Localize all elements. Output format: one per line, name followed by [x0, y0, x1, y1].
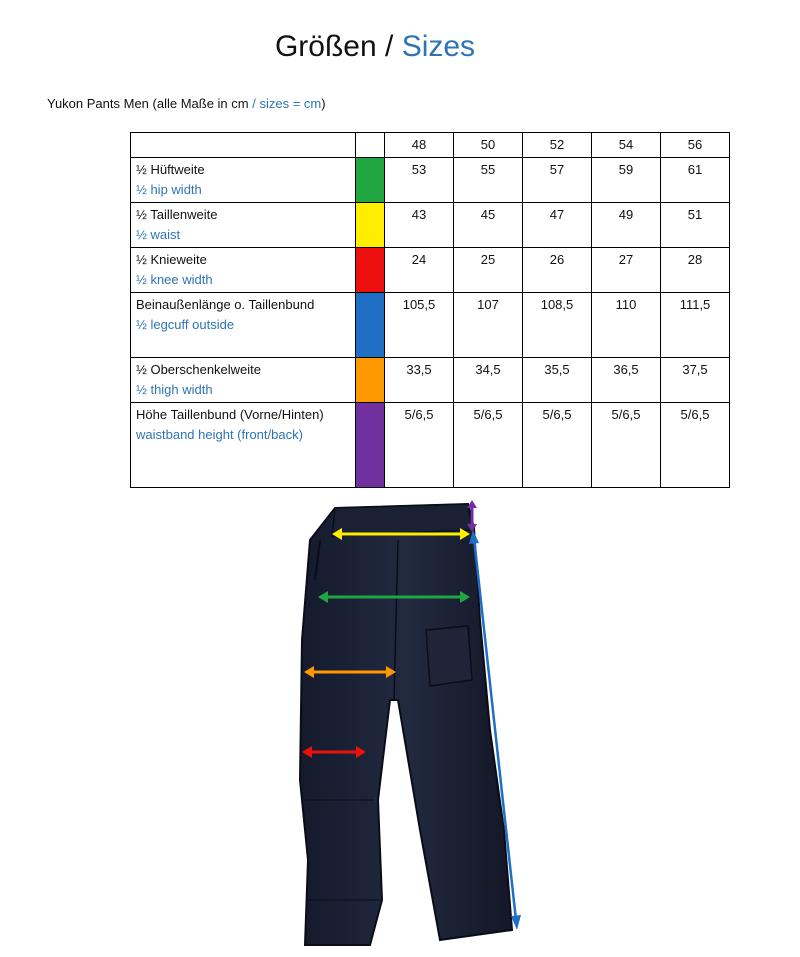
header-empty-cell — [131, 133, 356, 158]
measure-value: 5/6,5 — [385, 403, 454, 488]
measure-value: 37,5 — [661, 358, 730, 403]
measure-value: 107 — [454, 293, 523, 358]
size-header-row — [131, 133, 730, 158]
measure-label-de: Beinaußenlänge o. Taillenbund — [136, 297, 315, 312]
measure-label-en: ½ hip width — [136, 182, 202, 197]
measure-value: 5/6,5 — [454, 403, 523, 488]
measure-value: 43 — [385, 203, 454, 248]
table-row — [131, 293, 730, 358]
size-header: 48 — [385, 133, 454, 158]
measure-value: 45 — [454, 203, 523, 248]
waistband — [332, 504, 472, 536]
measure-value: 57 — [523, 158, 592, 203]
size-header: 50 — [454, 133, 523, 158]
table-row — [131, 403, 730, 488]
product-subtitle — [47, 96, 326, 111]
measure-value: 24 — [385, 248, 454, 293]
measure-label-en: ½ thigh width — [136, 382, 213, 397]
measure-value: 33,5 — [385, 358, 454, 403]
measure-value: 47 — [523, 203, 592, 248]
color-swatch — [356, 293, 385, 358]
measure-value: 111,5 — [661, 293, 730, 358]
table-row — [131, 203, 730, 248]
measure-label-de: ½ Hüftweite — [136, 162, 205, 177]
title-german: Größen — [274, 30, 377, 63]
size-header: 54 — [592, 133, 661, 158]
header-swatch-cell — [356, 133, 385, 158]
measure-label — [131, 203, 356, 248]
measure-value: 49 — [592, 203, 661, 248]
measure-label-en: ½ knee width — [136, 272, 213, 287]
subtitle-main: Yukon Pants Men (alle Maße in cm — [47, 96, 249, 111]
subtitle-close: ) — [321, 96, 326, 111]
measure-value: 51 — [661, 203, 730, 248]
measure-value: 110 — [592, 293, 661, 358]
measure-label-en: waistband height (front/back) — [136, 427, 303, 442]
measure-value: 25 — [454, 248, 523, 293]
pants-silhouette — [300, 504, 512, 945]
measure-label-en: ½ waist — [136, 227, 181, 242]
measure-value: 59 — [592, 158, 661, 203]
title-english: Sizes — [401, 30, 476, 63]
measure-value: 61 — [661, 158, 730, 203]
measure-value: 55 — [454, 158, 523, 203]
measure-value: 27 — [592, 248, 661, 293]
measure-label-de: Höhe Taillenbund (Vorne/Hinten) — [136, 407, 324, 422]
subtitle-english: sizes = cm — [259, 96, 322, 111]
measure-label — [131, 293, 356, 358]
measure-value: 28 — [661, 248, 730, 293]
measure-value: 36,5 — [592, 358, 661, 403]
page-title — [0, 30, 750, 64]
cargo-pocket — [426, 626, 472, 686]
measure-value: 105,5 — [385, 293, 454, 358]
subtitle-separator: / — [252, 96, 256, 111]
measure-label-de: ½ Knieweite — [136, 252, 207, 267]
color-swatch — [356, 203, 385, 248]
size-header: 52 — [523, 133, 592, 158]
measure-value: 108,5 — [523, 293, 592, 358]
measure-value: 34,5 — [454, 358, 523, 403]
measure-label — [131, 158, 356, 203]
table-row — [131, 358, 730, 403]
table-row — [131, 248, 730, 293]
measure-value: 35,5 — [523, 358, 592, 403]
measure-value: 5/6,5 — [592, 403, 661, 488]
measure-value: 5/6,5 — [523, 403, 592, 488]
pants-measurement-illustration — [290, 500, 530, 950]
table-row — [131, 158, 730, 203]
color-swatch — [356, 403, 385, 488]
measure-label — [131, 248, 356, 293]
measure-label-en: ½ legcuff outside — [136, 317, 235, 332]
measure-label-de: ½ Taillenweite — [136, 207, 218, 222]
measure-label — [131, 358, 356, 403]
measure-value: 5/6,5 — [661, 403, 730, 488]
measure-label — [131, 403, 356, 488]
title-separator: / — [385, 30, 394, 63]
color-swatch — [356, 358, 385, 403]
color-swatch — [356, 248, 385, 293]
size-header: 56 — [661, 133, 730, 158]
color-swatch — [356, 158, 385, 203]
measure-label-de: ½ Oberschenkelweite — [136, 362, 262, 377]
measure-value: 53 — [385, 158, 454, 203]
measure-value: 26 — [523, 248, 592, 293]
size-table — [130, 132, 730, 488]
